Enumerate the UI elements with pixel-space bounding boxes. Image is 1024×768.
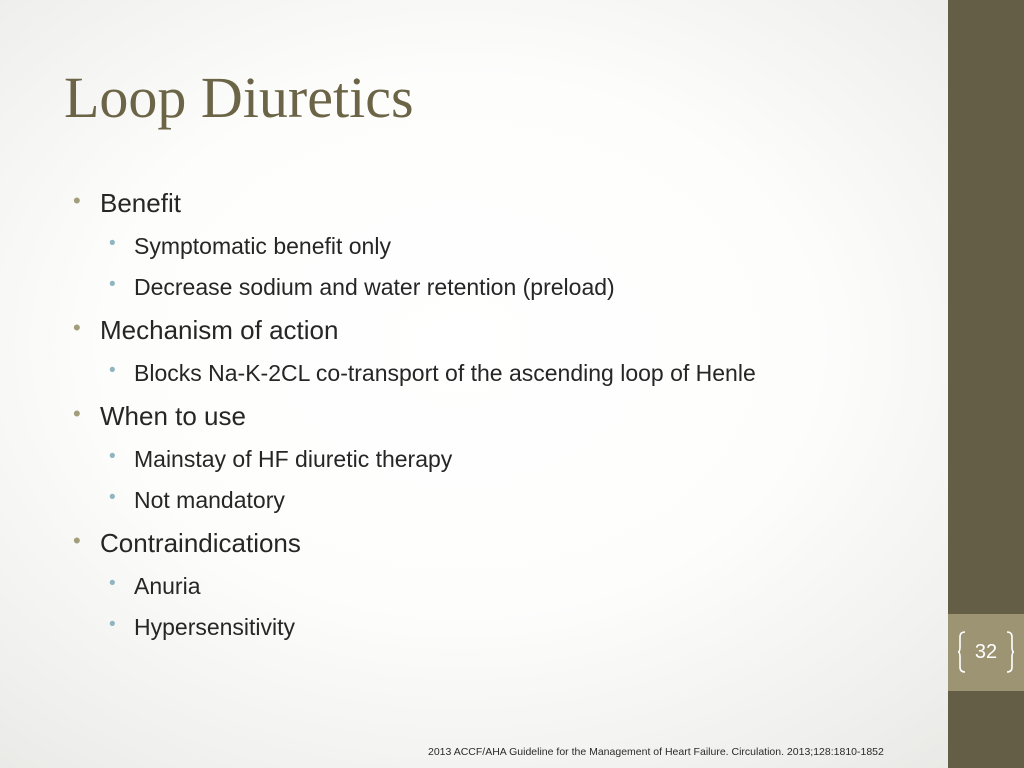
bullet-item	[109, 614, 296, 641]
bullet-icon: •	[109, 233, 116, 254]
bullet-icon: •	[73, 401, 81, 426]
bullet-item	[109, 573, 201, 600]
bullet-icon: •	[109, 446, 116, 467]
slide-title: Loop Diuretics	[64, 65, 414, 130]
bullet-text: Blocks Na-K-2CL co-transport of the ascending loop of Henle	[134, 360, 756, 386]
bullet-item	[73, 401, 246, 432]
bullet-text: Benefit	[100, 188, 181, 218]
bullet-text: Anuria	[134, 573, 201, 599]
bullet-text: Decrease sodium and water retention (preload)	[134, 274, 615, 300]
bullet-icon: •	[109, 360, 116, 381]
bullet-text: When to use	[100, 401, 246, 431]
bullet-icon: •	[109, 573, 116, 594]
page-number-box	[948, 614, 1024, 691]
bullet-item	[109, 233, 391, 260]
bullet-text: Hypersensitivity	[134, 614, 296, 640]
bullet-icon: •	[109, 487, 116, 508]
page-number: 32	[974, 641, 998, 663]
bullet-text: Not mandatory	[134, 487, 285, 513]
bullet-icon: •	[109, 274, 116, 295]
bullet-text: Symptomatic benefit only	[134, 233, 391, 259]
bullet-item	[73, 315, 339, 346]
bullet-item	[73, 528, 301, 559]
bullet-icon: •	[73, 188, 81, 213]
bullet-icon: •	[109, 614, 116, 635]
bullet-icon: •	[73, 315, 81, 340]
bullet-item	[109, 360, 756, 387]
bullet-item	[109, 446, 453, 473]
bullet-item	[109, 487, 285, 514]
bullet-text: Mechanism of action	[100, 315, 339, 345]
bullet-icon: •	[73, 528, 81, 553]
bullet-text: Mainstay of HF diuretic therapy	[134, 446, 453, 472]
bullet-item	[109, 274, 615, 301]
citation-footnote: 2013 ACCF/AHA Guideline for the Management of Heart Failure. Circulation. 2013;128:1810-1852	[428, 746, 884, 758]
bullet-item	[73, 188, 181, 219]
bullet-text: Contraindications	[100, 528, 301, 558]
